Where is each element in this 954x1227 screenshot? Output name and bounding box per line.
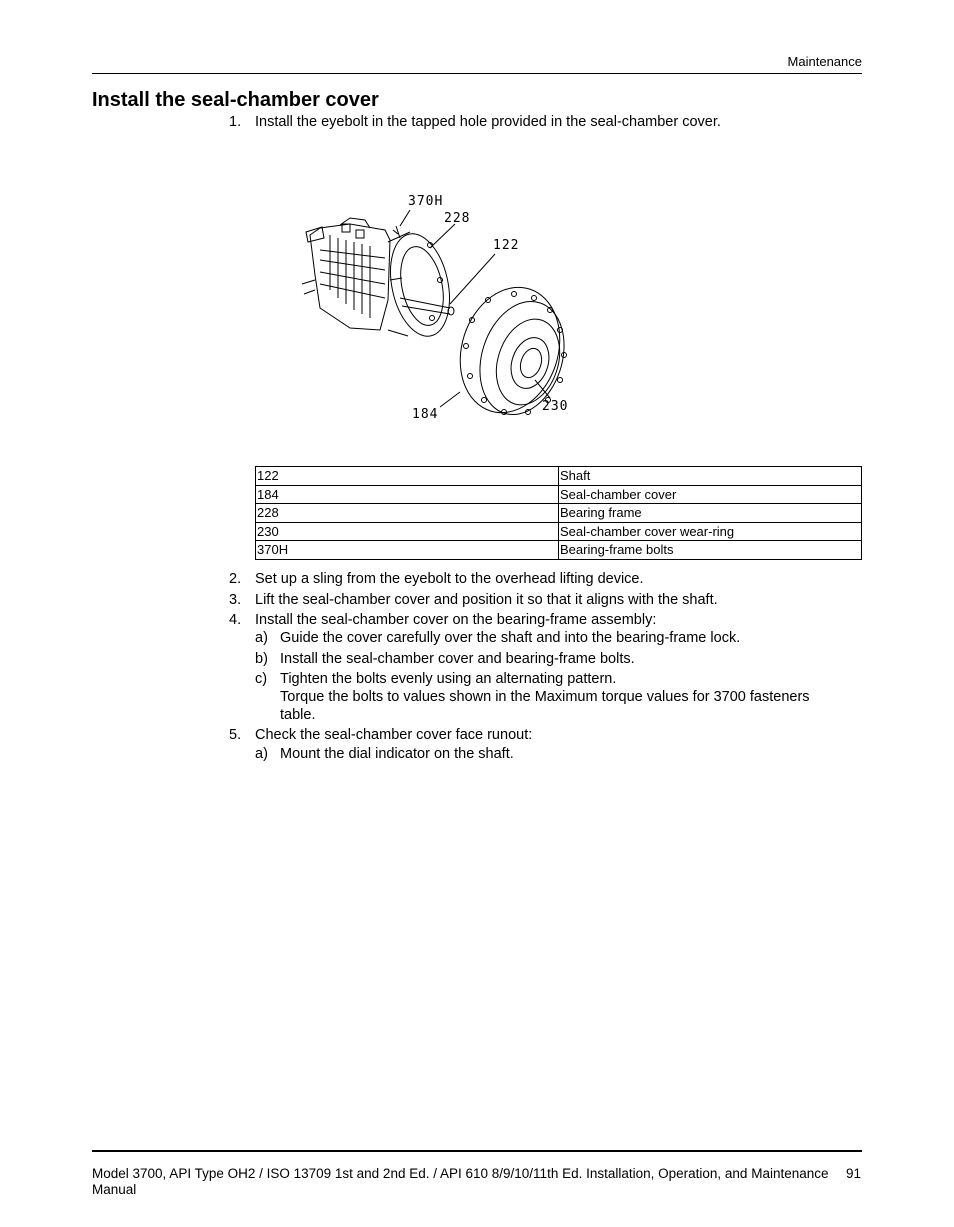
substep-letter: b)	[255, 651, 268, 667]
item-number: 228	[256, 504, 559, 523]
step-number: 5.	[229, 727, 242, 743]
substep-4c-note-cont: table.	[280, 707, 316, 723]
item-description: Shaft	[559, 467, 862, 486]
item-number: 184	[256, 485, 559, 504]
callout-370h: 370H	[408, 194, 444, 209]
table-row	[256, 504, 862, 523]
substep-text: Mount the dial indicator on the shaft.	[280, 746, 514, 762]
item-description: Seal-chamber cover wear-ring	[559, 522, 862, 541]
table-row	[256, 467, 862, 486]
bearing-frame-drawing	[302, 218, 458, 342]
header-rule	[92, 73, 862, 74]
substep-letter: a)	[255, 746, 268, 762]
step-number: 2.	[229, 571, 242, 587]
item-number: 230	[256, 522, 559, 541]
footer-rule	[92, 1150, 862, 1152]
substep-letter: a)	[255, 630, 268, 646]
footer-line: Model 3700, API Type OH2 / ISO 13709 1st and 2nd Ed. / API 610 8/9/10/11th Ed. Installation, Operation, and Maintenance	[92, 1166, 829, 1181]
leader-line	[450, 254, 495, 304]
item-number: 122	[256, 467, 559, 486]
substep-letter: c)	[255, 671, 268, 687]
substep-text: Guide the cover carefully over the shaft and into the bearing-frame lock.	[280, 630, 741, 646]
step-text: Install the seal-chamber cover on the bearing-frame assembly:	[255, 612, 657, 628]
footer-document-title	[92, 1166, 829, 1198]
page-title: Install the seal-chamber cover	[92, 89, 379, 111]
substep-text: Tighten the bolts evenly using an alternating pattern.	[280, 671, 617, 687]
running-header: Maintenance	[787, 54, 862, 69]
leader-line	[400, 210, 410, 226]
leader-line	[440, 392, 460, 407]
step-number: 3.	[229, 592, 242, 608]
callout-230: 230	[542, 399, 569, 414]
item-description: Bearing-frame bolts	[559, 541, 862, 560]
parts-table	[255, 466, 862, 560]
substep-4c-note: Torque the bolts to values shown in the Maximum torque values for 3700 fasteners	[280, 689, 810, 705]
assembly-figure	[290, 180, 590, 430]
item-number: 370H	[256, 541, 559, 560]
table-row	[256, 485, 862, 504]
callout-184: 184	[412, 407, 439, 422]
item-description: Bearing frame	[559, 504, 862, 523]
step-text: Set up a sling from the eyebolt to the overhead lifting device.	[255, 571, 644, 587]
footer-line: Manual	[92, 1182, 137, 1197]
leader-line	[430, 224, 455, 248]
step-text: Check the seal-chamber cover face runout:	[255, 727, 533, 743]
step-number: 4.	[229, 612, 242, 628]
table-row	[256, 522, 862, 541]
substep-text: Install the seal-chamber cover and bearing-frame bolts.	[280, 651, 635, 667]
step-text: Install the eyebolt in the tapped hole provided in the seal-chamber cover.	[255, 114, 721, 130]
item-description: Seal-chamber cover	[559, 485, 862, 504]
step-number: 1.	[229, 114, 242, 130]
page-number: 91	[845, 1166, 861, 1181]
table-row	[256, 541, 862, 560]
step-text: Lift the seal-chamber cover and position it so that it aligns with the shaft.	[255, 592, 718, 608]
callout-122: 122	[493, 238, 520, 253]
callout-228: 228	[444, 211, 471, 226]
